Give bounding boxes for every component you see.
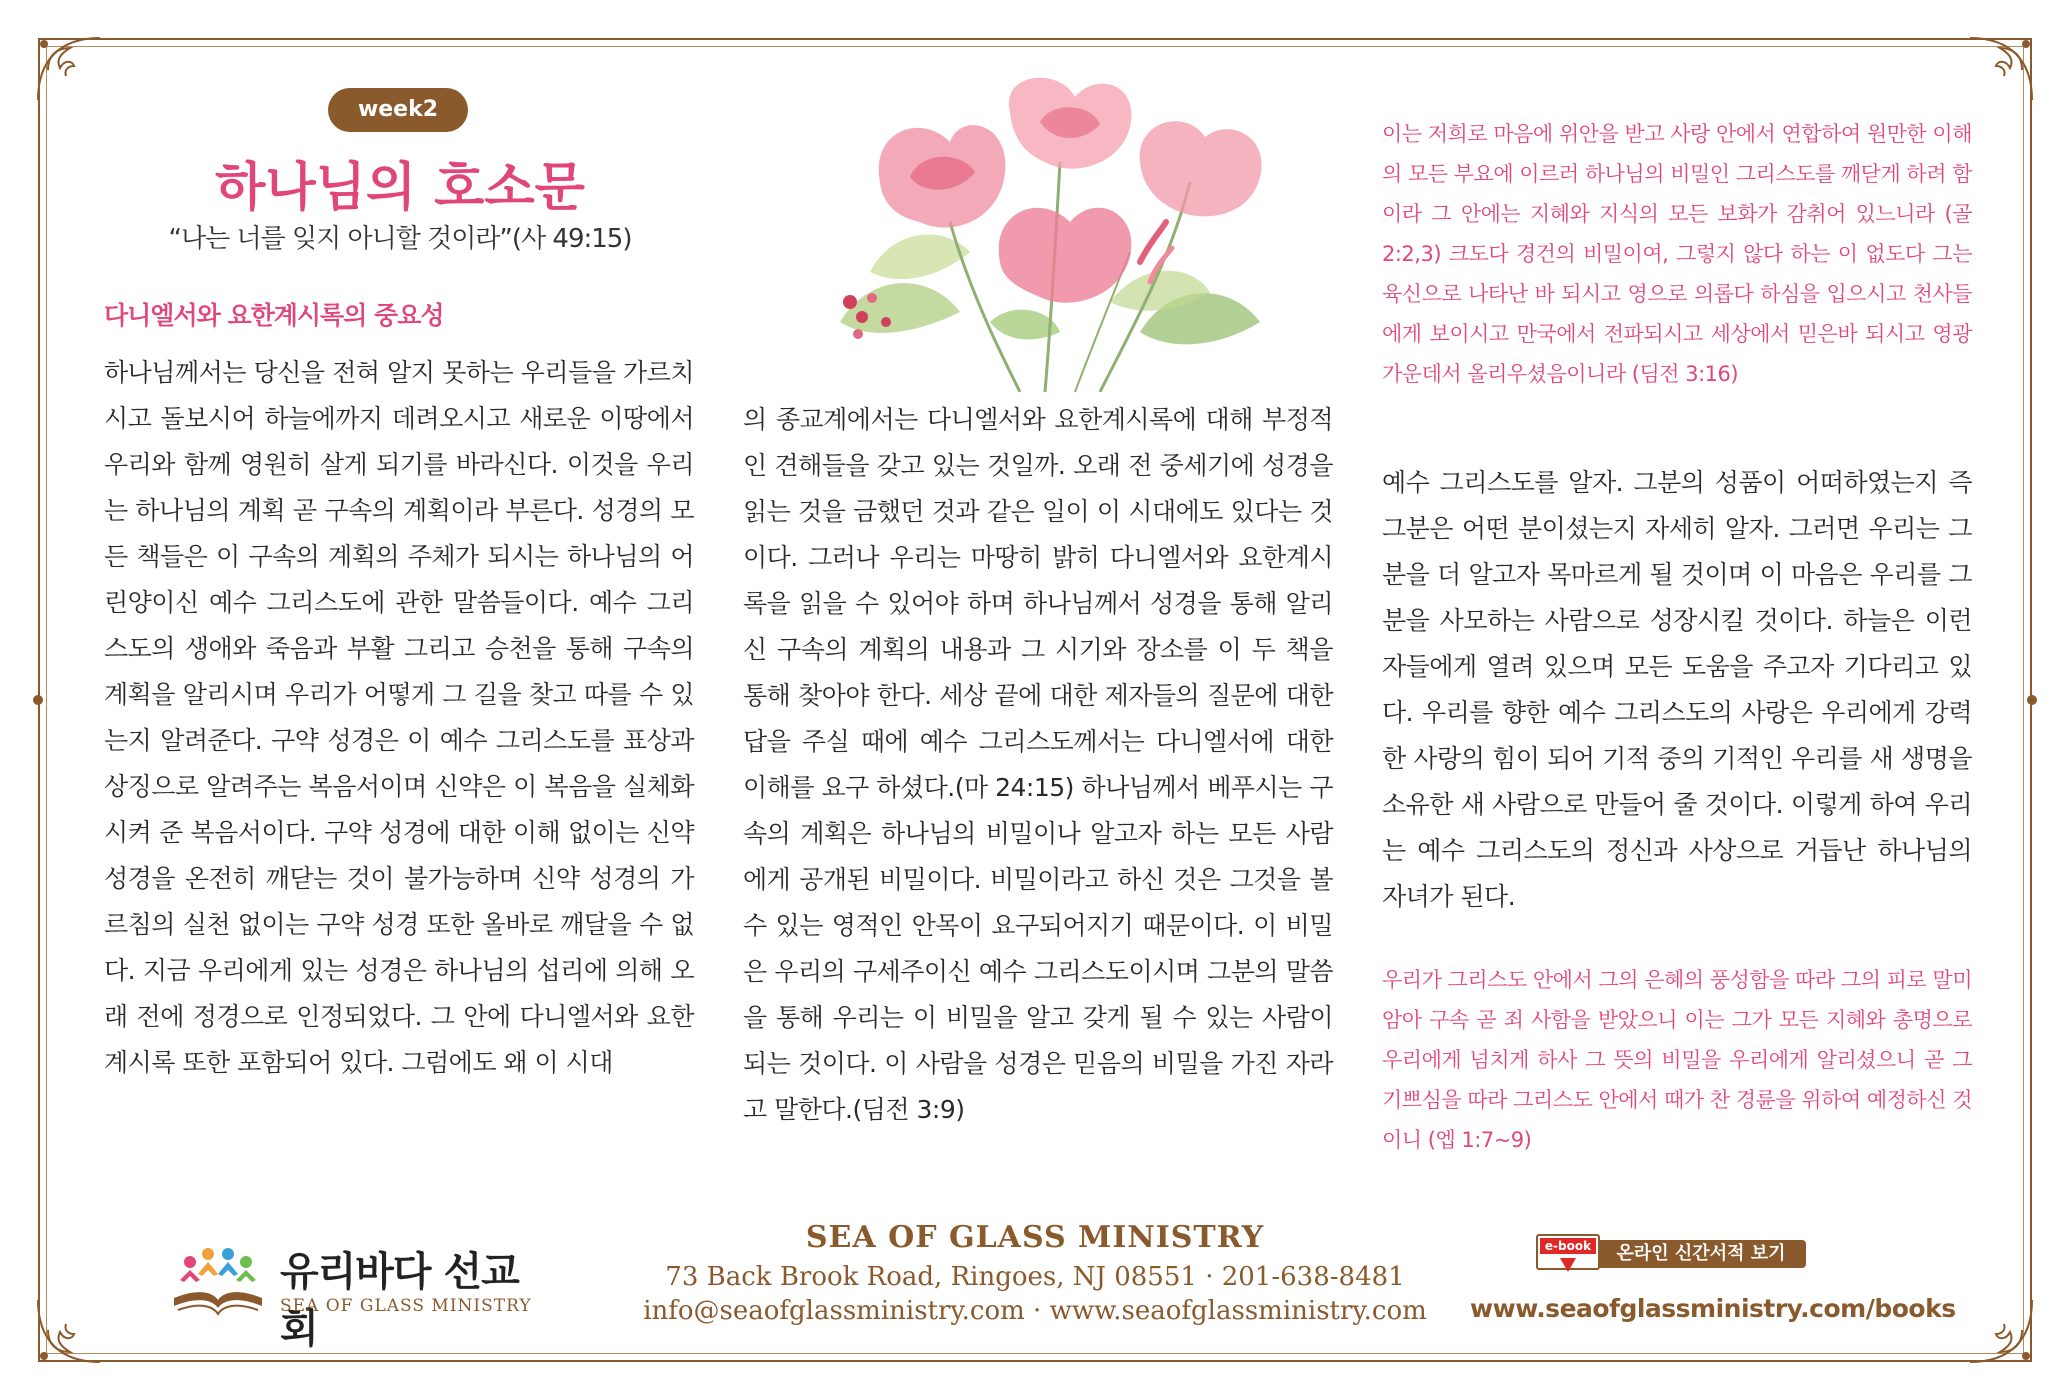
ebook-banner[interactable] (1536, 1240, 1806, 1270)
side-ornament-right (2027, 695, 2037, 705)
ebook-tag-label: e-book (1540, 1238, 1596, 1254)
corner-ornament-top-right (1960, 30, 2040, 110)
page-subtitle: “나는 너를 잊지 아니할 것이라”(사 49:15) (168, 224, 632, 254)
section-heading: 다니엘서와 요한계시록의 중요성 (104, 301, 444, 330)
ministry-contact[interactable]: info@seaofglassministry.com · www.seaofglassministry.com (643, 1296, 1427, 1326)
books-link[interactable]: www.seaofglassministry.com/books (1470, 1294, 1956, 1323)
week-badge: week2 (328, 88, 468, 132)
page-title: 하나님의 호소문 (215, 158, 585, 218)
corner-ornament-top-left (30, 30, 110, 110)
body-text-column-1: 하나님께서는 당신을 전혀 알지 못하는 우리들을 가르치시고 돌보시어 하늘에까지 데려오시고 새로운 이땅에서 우리와 함께 영원히 살게 되기를 바라신다. 이것을 우리는 하나님의 계획 곧 구속의 계획이라 부른다. 성경의 모든 책들은 이 구속의 계획의 주체가 되시는 하나님의 어린양이신 예수 그리스도에 관한 말씀들이다. 예수 그리스도의 생애와 죽음과 부활 그리고 승천을 통해 구속의 계획을 알리시며 우리가 어떻게 그 길을 찾고 따를 수 있는지 알려준다. 구약 성경은 이 예수 그리스도를 표상과 상징으로 알려주는 복음서이며 신약은 이 복음을 실체화시켜 준 복음서이다. 구약 성경에 대한 이해 없이는 신약 성경을 온전히 깨닫는 것이 불가능하며 신약 성경의 가르침의 실천 없이는 구약 성경 또한 올바로 깨달을 수 없다. 지금 우리에게 있는 성경은 하나님의 섭리에 의해 오래 전에 정경으로 인정되었다. 그 안에 다니엘서와 요한계시록 또한 포함되어 있다. 그럼에도 왜 이 시대 (104, 358, 694, 1077)
corner-ornament-bottom-right (1960, 1290, 2040, 1370)
scripture-quote-top: 이는 저희로 마음에 위안을 받고 사랑 안에서 연합하여 원만한 이해의 모든 부요에 이르러 하나님의 비밀인 그리스도를 깨닫게 하려 함이라 그 안에는 지혜와 지식의 모든 보화가 감취어 있느니라 (골 2:2,3) 크도다 경건의 비밀이여, 그렇지 않다 하는 이 없도다 그는 육신으로 나타난 바 되시고 영으로 의롭다 하심을 입으시고 천사들에게 보이시고 만국에서 전파되시고 세상에서 믿은바 되시고 영광 가운데서 올리우셨음이니라 (딤전 3:16) (1382, 122, 1972, 386)
logo-subtitle: SEA OF GLASS MINISTRY (280, 1296, 532, 1316)
body-text-column-3: 예수 그리스도를 알자. 그분의 성품이 어떠하였는지 즉 그분은 어떤 분이셨는지 자세히 알자. 그러면 우리는 그분을 더 알고자 목마르게 될 것이며 이 마음은 우리를 그분을 사모하는 사람으로 성장시킬 것이다. 하늘은 이런 자들에게 열려 있으며 모든 도움을 주고자 기다리고 있다. 우리를 향한 예수 그리스도의 사랑은 우리에게 강력한 사랑의 힘이 되어 기적 중의 기적인 우리를 새 생명을 소유한 새 사람으로 만들어 줄 것이다. 이렇게 하여 우리는 예수 그리스도의 정신과 사상으로 거듭난 하나님의 자녀가 된다. (1382, 468, 1972, 911)
ebook-download-icon (1536, 1234, 1600, 1270)
ministry-name: SEA OF GLASS MINISTRY (805, 1220, 1265, 1255)
people-on-open-book-icon (168, 1240, 268, 1320)
ebook-label[interactable]: 온라인 신간서적 보기 (1596, 1240, 1806, 1268)
body-text-column-2: 의 종교계에서는 다니엘서와 요한계시록에 대해 부정적인 견해들을 갖고 있는 것일까. 오래 전 중세기에 성경을 읽는 것을 금했던 것과 같은 일이 이 시대에도 있다는 것이다. 그러나 우리는 마땅히 밝히 다니엘서와 요한계시록을 읽을 수 있어야 하며 하나님께서 성경을 통해 알리신 구속의 계획의 내용과 그 시기와 장소를 이 두 책을 통해 찾아야 한다. 세상 끝에 대한 제자들의 질문에 대한 답을 주실 때에 예수 그리스도께서는 다니엘서에 대한 이해를 요구 하셨다.(마 24:15) 하나님께서 베푸시는 구속의 계획은 하나님의 비밀이나 알고자 하는 모든 사람에게 공개된 비밀이다. 비밀이라고 하신 것은 그것을 볼 수 있는 영적인 안목이 요구되어지기 때문이다. 이 비밀은 우리의 구세주이신 예수 그리스도이시며 그분의 말씀을 통해 우리는 이 비밀을 알고 갖게 될 수 있는 사람이 되는 것이다. 이 사람을 성경은 믿음의 비밀을 가진 자라고 말한다.(딤전 3:9) (743, 405, 1333, 1124)
scripture-quote-bottom: 우리가 그리스도 안에서 그의 은혜의 풍성함을 따라 그의 피로 말미암아 구속 곧 죄 사함을 받았으니 이는 그가 모든 지혜와 총명으로 우리에게 넘치게 하사 그 뜻의 비밀을 우리에게 알리셨으니 곧 그 기쁘심을 따라 그리스도 안에서 때가 찬 경륜을 위하여 예정하신 것이니 (엡 1:7~9) (1382, 968, 1972, 1152)
ministry-address: 73 Back Brook Road, Ringoes, NJ 08551 · 201-638-8481 (665, 1262, 1405, 1292)
ministry-logo (168, 1240, 548, 1352)
pink-poppy-flowers-illustration (810, 72, 1290, 392)
side-ornament-left (33, 695, 43, 705)
download-arrow-icon (1560, 1258, 1576, 1272)
logo-title: 유리바다 선교회 (280, 1249, 519, 1352)
corner-ornament-bottom-left (30, 1290, 110, 1370)
